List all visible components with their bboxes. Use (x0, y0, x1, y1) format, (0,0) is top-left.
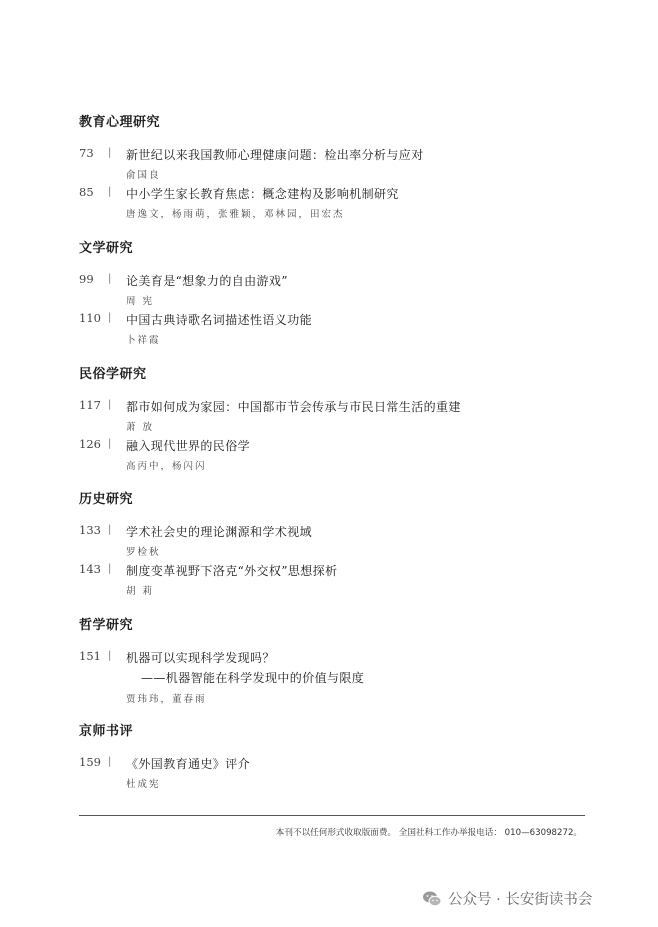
page-number: 159 (79, 755, 101, 769)
section-title: 哲学研究 (79, 618, 134, 633)
separator: | (108, 650, 112, 661)
article-title[interactable]: 学术社会史的理论渊源和学术视域 (126, 525, 313, 539)
page-number: 151 (79, 649, 101, 663)
article-authors: 萧 放 (126, 422, 155, 433)
separator: | (108, 147, 112, 158)
separator: | (108, 563, 112, 574)
article-title[interactable]: 新世纪以来我国教师心理健康问题：检出率分析与应对 (126, 148, 424, 162)
article-authors: 胡 莉 (126, 586, 155, 597)
article-title[interactable]: 中小学生家长教育焦虑：概念建构及影响机制研究 (126, 187, 399, 201)
article-title[interactable]: 论美育是“想象力的自由游戏” (126, 274, 288, 288)
separator: | (108, 524, 112, 535)
page-number: 99 (79, 272, 94, 286)
section-title: 文学研究 (79, 241, 134, 256)
separator: | (108, 399, 112, 410)
article-authors: 俞国良 (126, 170, 161, 181)
section-title: 历史研究 (79, 492, 134, 507)
article-authors: 周 宪 (126, 296, 155, 307)
article-title[interactable]: 机器可以实现科学发现吗？ (126, 651, 275, 665)
footer-divider (79, 815, 585, 816)
article-authors: 卜祥霞 (126, 335, 161, 346)
section-title: 教育心理研究 (79, 115, 161, 130)
section-title: 京师书评 (79, 724, 134, 739)
footer-note: 本刊不以任何形式收取版面费。 全国社科工作办举报电话： 010—63098272。 (275, 828, 582, 838)
watermark-text: 公众号 · 长安街读书会 (448, 892, 593, 908)
page-number: 85 (79, 185, 94, 199)
article-authors: 高丙中，杨闪闪 (126, 461, 207, 472)
article-subtitle: ——机器智能在科学发现中的价值与限度 (141, 671, 365, 685)
article-title[interactable]: 融入现代世界的民俗学 (126, 439, 251, 453)
separator: | (108, 312, 112, 323)
separator: | (108, 756, 112, 767)
wechat-icon (422, 890, 442, 908)
article-title[interactable]: 制度变革视野下洛克“外交权”思想探析 (126, 564, 338, 578)
page-number: 117 (79, 398, 101, 412)
article-authors: 唐逸文，杨雨萌，张雅颖，邓林园，田宏杰 (126, 209, 345, 220)
separator: | (108, 186, 112, 197)
wechat-watermark (422, 888, 592, 909)
section-title: 民俗学研究 (79, 367, 147, 382)
article-title[interactable]: 都市如何成为家园：中国都市节会传承与市民日常生活的重建 (126, 400, 461, 414)
separator: | (108, 273, 112, 284)
page-number: 73 (79, 146, 94, 160)
article-title[interactable]: 中国古典诗歌名词描述性语义功能 (126, 313, 313, 327)
article-authors: 罗检秋 (126, 547, 161, 558)
article-title[interactable]: 《外国教育通史》评介 (126, 757, 251, 771)
separator: | (108, 438, 112, 449)
page-number: 126 (79, 437, 101, 451)
article-authors: 杜成宪 (126, 779, 161, 790)
page-number: 133 (79, 523, 101, 537)
page-number: 143 (79, 562, 101, 576)
page-number: 110 (79, 311, 101, 325)
article-authors: 贾玮玮，董春雨 (126, 694, 207, 705)
